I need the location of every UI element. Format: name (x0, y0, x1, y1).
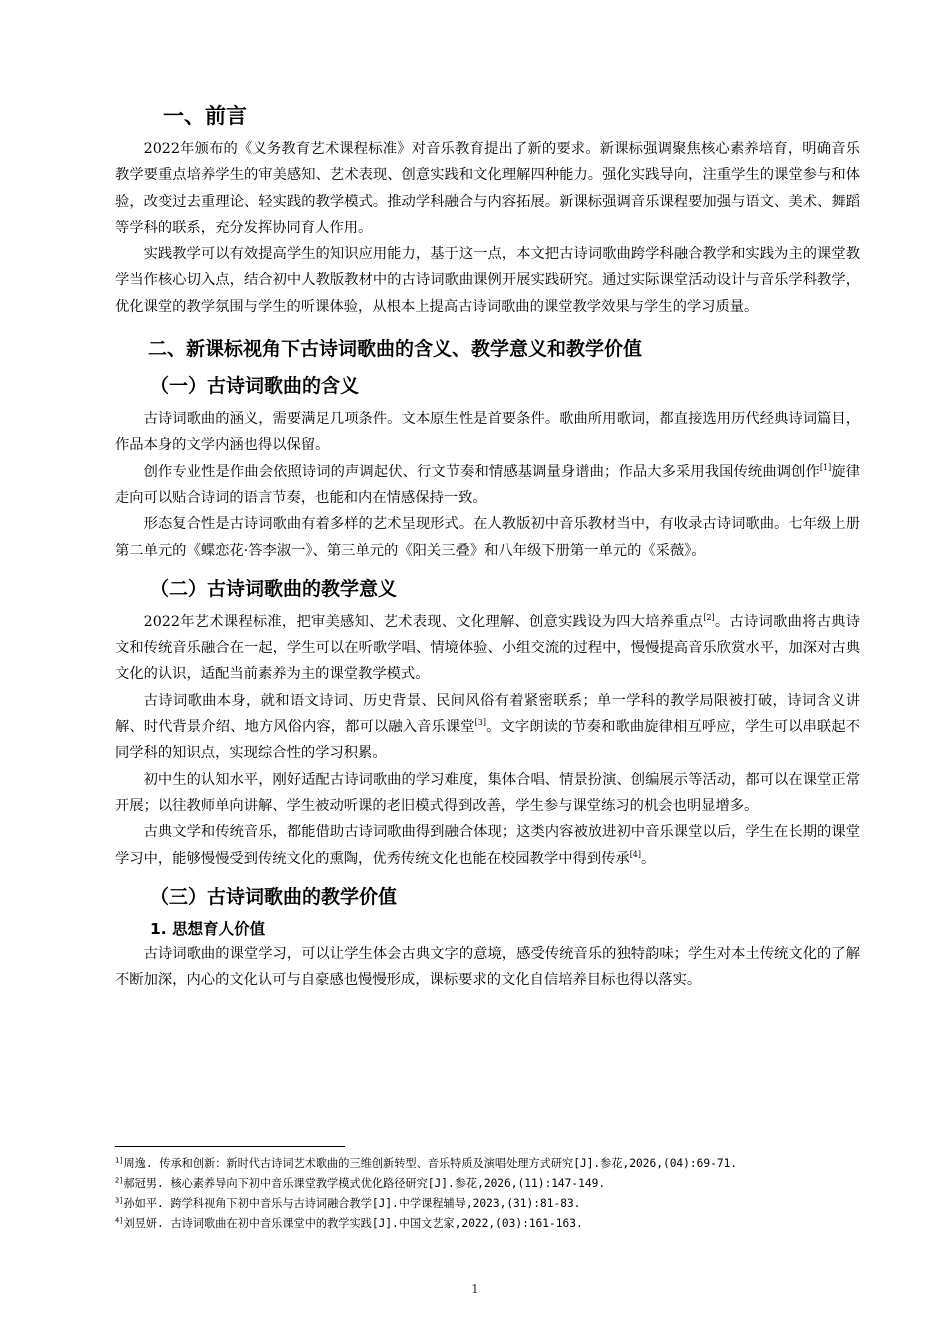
footnote-text: 孙如平. 跨学科视角下初中音乐与古诗词融合教学[J].中学课程辅导,2023,(31):81-83. (123, 1197, 581, 1210)
paragraph (115, 688, 860, 767)
footnote-mark: 1] (115, 1156, 124, 1165)
text-run: 旋律走向可以贴合诗词的语言节奏，也能和内在情感保持一致。 (115, 463, 860, 506)
footnote-mark: 3] (115, 1196, 124, 1205)
text-run: 古典文学和传统音乐，都能借助古诗词歌曲得到融合体现；这类内容被放进初中音乐课堂以后，学生在长期的课堂学习中，能够慢慢受到传统文化的熏陶，优秀传统文化也能在校园教学中得到传承 (115, 824, 860, 867)
subsubsection-heading: 1. 思想育人价值 (150, 919, 266, 938)
subsection-heading-value: （三）古诗词歌曲的教学价值 (150, 885, 398, 908)
paragraph: 古诗词歌曲的涵义，需要满足几项条件。文本原生性是首要条件。歌曲所用歌词，都直接选用历代经典诗词篇目，作品本身的文学内涵也得以保留。 (115, 411, 860, 454)
paragraph (115, 609, 860, 688)
paragraph: 初中生的认知水平，刚好适配古诗词歌曲的学习难度，集体合唱、情景扮演、创编展示等活动，都可以在课堂正常开展；以往教师单向讲解、学生被动听课的老旧模式得到改善，学生参与课堂练习的机会也明显增多。 (115, 771, 860, 814)
paragraph: 实践教学可以有效提高学生的知识应用能力，基于这一点，本文把古诗词歌曲跨学科融合教学和实践为主的课堂教学当作核心切入点，结合初中人教版教材中的古诗词歌曲课例开展实践研究。通过实际课堂活动设计与音乐学科教学，优化课堂的教学氛围与学生的听课体验，从根本上提高古诗词歌曲的课堂教学效果与学生的学习质量。 (115, 246, 860, 315)
paragraph: 形态复合性是古诗词歌曲有着多样的艺术呈现形式。在人教版初中音乐教材当中，有收录古诗词歌曲。七年级上册第二单元的《蝶恋花·答李淑一》、第三单元的《阳关三叠》和八年级下册第一单元的《采薇》。 (115, 516, 860, 559)
paragraph: 古诗词歌曲的课堂学习，可以让学生体会古典文字的意境，感受传统音乐的独特韵味；学生对本土传统文化的了解不断加深，内心的文化认可与自豪感也慢慢形成，课标要求的文化自信培养目标也得以落实。 (115, 945, 860, 989)
citation-ref[interactable]: [3] (474, 718, 486, 728)
section-heading-intro: 一、前言 (163, 104, 247, 128)
footnote-text: 周逸. 传承和创新：新时代古诗词艺术歌曲的三维创新转型、音乐特质及演唱处理方式研究[J].参花,2026,(04):69-71. (123, 1157, 738, 1170)
footnote (115, 1214, 865, 1234)
text-run: 。文字朗读的节奏和歌曲旋律相互呼应，学生可以串联起不同学科的知识点，实现综合性的学习积累。 (115, 719, 861, 762)
citation-ref[interactable]: [1] (819, 462, 832, 472)
footnote-text: 郝冠男. 核心素养导向下初中音乐课堂教学模式优化路径研究[J].参花,2026,(11):147-149. (123, 1177, 606, 1190)
text-run: 。古诗词歌曲将古典诗文和传统音乐融合在一起，学生可以在听歌学唱、情境体验、小组交流的过程中，慢慢提高音乐欣赏水平，加深对古典文化的认识，适配当前素养为主的课堂教学模式。 (115, 613, 860, 683)
footnote-text: 刘昱妍. 古诗词歌曲在初中音乐课堂中的教学实践[J].中国文艺家,2022,(03):161-163. (123, 1217, 583, 1230)
section-heading-2: 二、新课标视角下古诗词歌曲的含义、教学意义和教学价值 (148, 338, 643, 361)
citation-ref[interactable]: [2] (703, 613, 715, 623)
text-run: 。 (641, 850, 656, 867)
paragraph (115, 819, 860, 872)
paragraph: 2022年颁布的《义务教育艺术课程标准》对音乐教育提出了新的要求。新课标强调聚焦核心素养培育，明确音乐教学要重点培养学生的审美感知、艺术表现、创意实践和文化理解四种能力。强化实践导向，注重学生的课堂参与和体验，改变过去重理论、轻实践的教学模式。推动学科融合与内容拓展。新课标强调音乐课程要加强与语文、美术、舞蹈等学科的联系，充分发挥协同育人作用。 (115, 141, 860, 236)
page-number: 1 (471, 1282, 479, 1296)
subsection-heading-significance: （二）古诗词歌曲的教学意义 (150, 577, 398, 600)
footnote (115, 1174, 865, 1194)
text-run: 古诗词歌曲本身，就和语文诗词、历史背景、民间风俗有着紧密联系；单一学科的教学局限被打破，诗词含义讲解、时代背景介绍、地方风俗内容，都可以融入音乐课堂 (115, 692, 860, 736)
footnote-mark: 2] (115, 1176, 124, 1185)
text-run: 2022年艺术课程标准，把审美感知、艺术表现、文化理解、创意实践设为四大培养重点 (143, 613, 704, 630)
body-content (115, 100, 860, 993)
subsection-heading-meaning: （一）古诗词歌曲的含义 (150, 375, 360, 398)
footnote-separator (115, 1146, 345, 1147)
text-run: 创作专业性是作曲会依照诗词的声调起伏、行文节奏和情感基调量身谱曲；作品大多采用我国传统曲调创作 (143, 463, 820, 480)
citation-ref[interactable]: [4] (629, 849, 642, 859)
footnote (115, 1194, 865, 1214)
paragraph (115, 459, 860, 512)
footnote (115, 1154, 865, 1174)
footnotes (115, 1154, 865, 1234)
footnote-mark: 4] (115, 1216, 124, 1225)
